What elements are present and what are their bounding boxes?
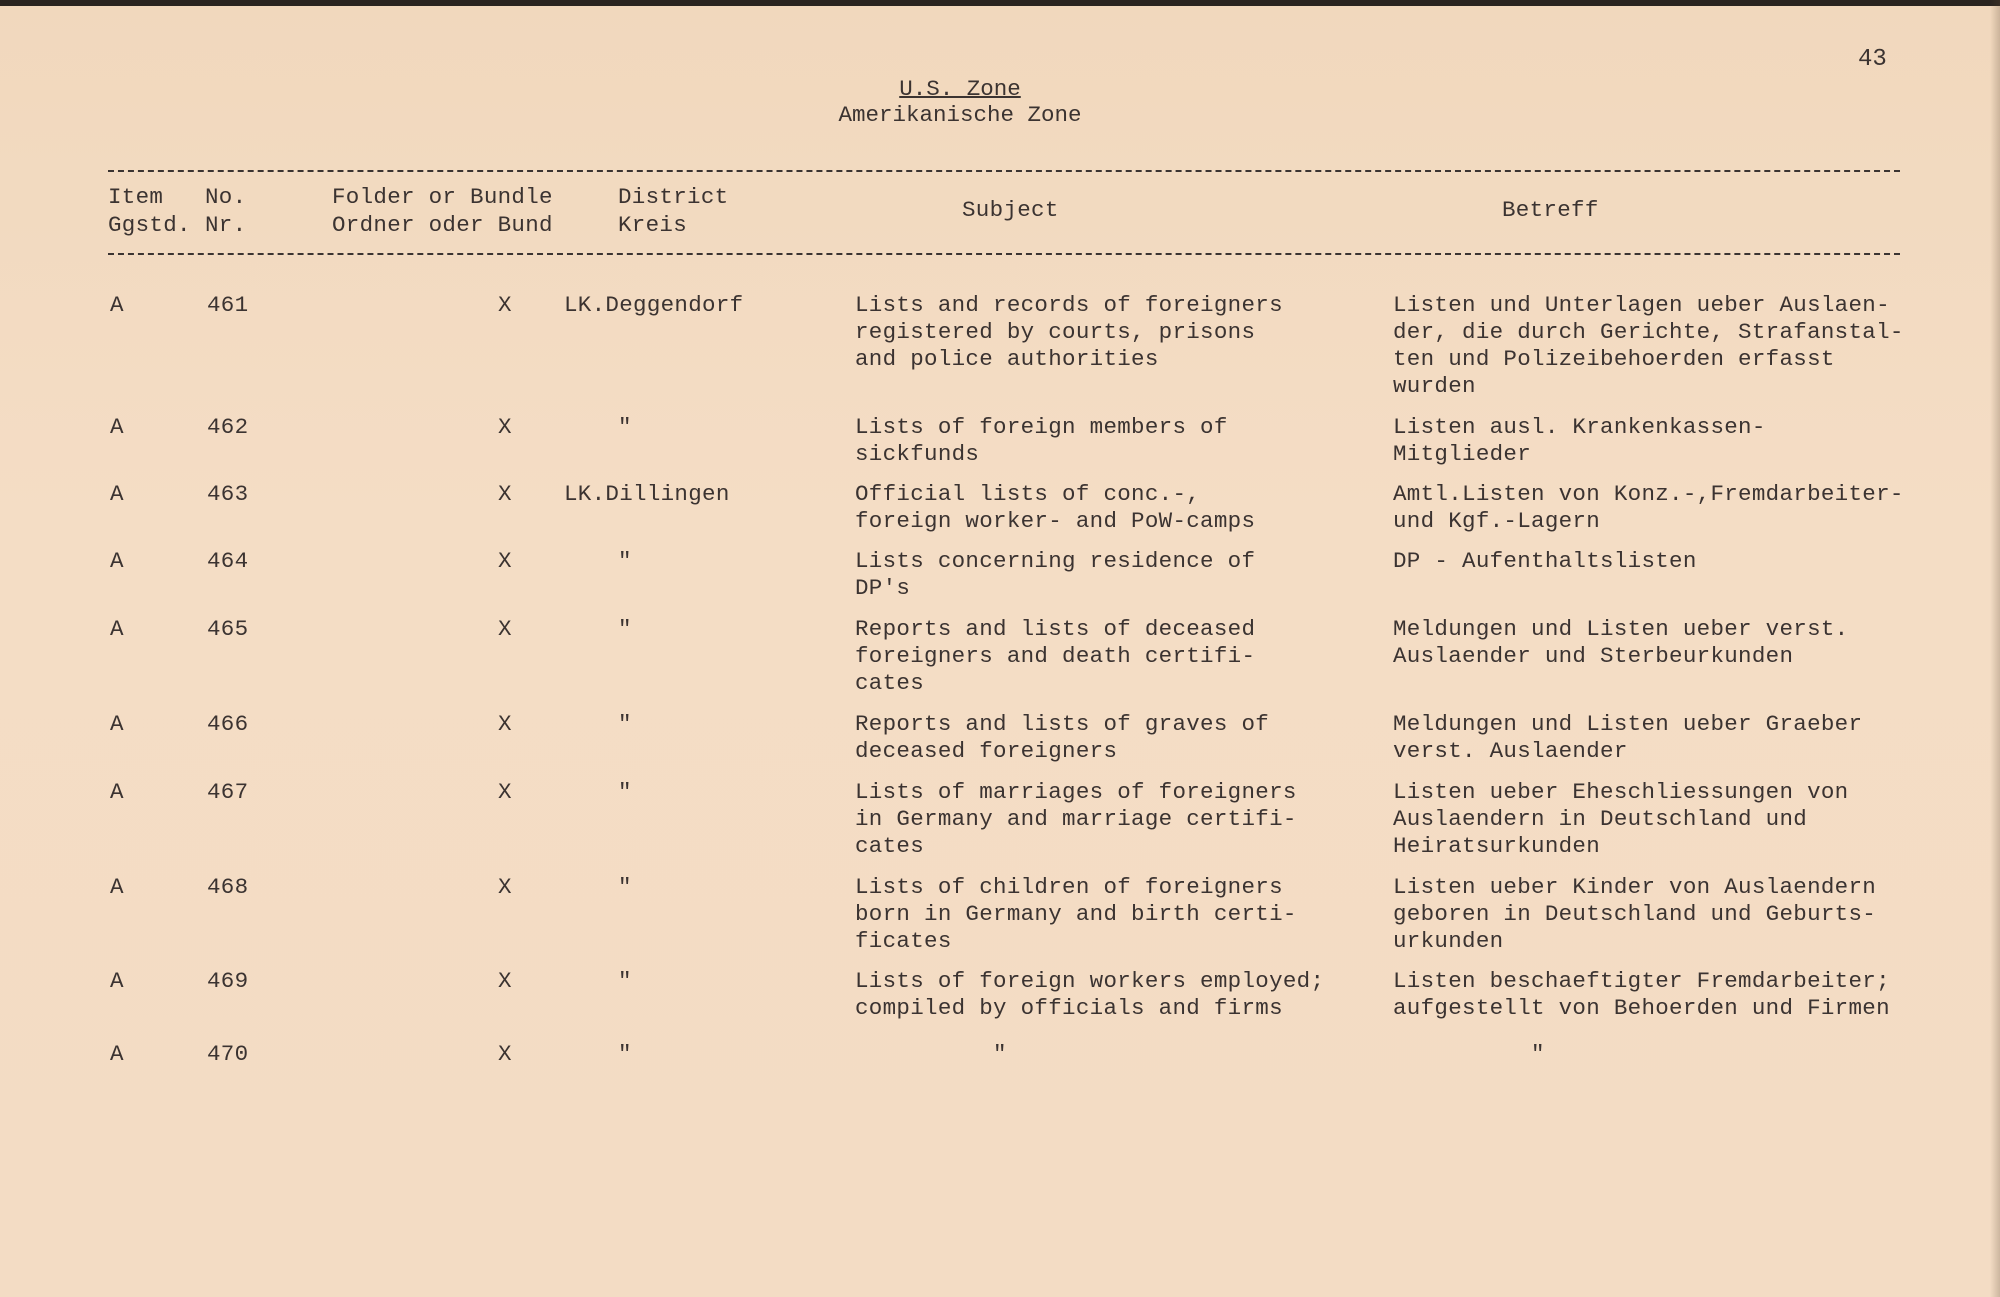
cell-betreff-line: urkunden bbox=[1393, 928, 1504, 954]
cell-subject-line: Lists of children of foreigners bbox=[855, 874, 1283, 900]
cell-betreff-line: Heiratsurkunden bbox=[1393, 833, 1601, 859]
header-no-en: No. bbox=[205, 184, 247, 210]
cell-district: LK.Deggendorf bbox=[564, 292, 744, 318]
scan-top-edge bbox=[0, 0, 2000, 6]
header-district-de: Kreis bbox=[618, 212, 688, 238]
cell-betreff-line: Listen ueber Eheschliessungen von bbox=[1393, 779, 1849, 805]
cell-item: A bbox=[110, 1041, 124, 1067]
cell-betreff-line: und Kgf.-Lagern bbox=[1393, 508, 1601, 534]
cell-number: 468 bbox=[207, 874, 249, 900]
cell-folder-mark: X bbox=[498, 968, 512, 994]
cell-folder-mark: X bbox=[498, 616, 512, 642]
cell-betreff-line: Amtl.Listen von Konz.-,Fremdarbeiter- bbox=[1393, 481, 1904, 507]
header-folder-de: Ordner oder Bund bbox=[332, 212, 553, 238]
cell-betreff-line: DP - Aufenthaltslisten bbox=[1393, 548, 1697, 574]
cell-subject-line: Lists of marriages of foreigners bbox=[855, 779, 1297, 805]
cell-item: A bbox=[110, 548, 124, 574]
cell-district: " bbox=[618, 874, 632, 900]
cell-betreff-line: der, die durch Gerichte, Strafanstal- bbox=[1393, 319, 1904, 345]
cell-subject-line: cates bbox=[855, 833, 925, 859]
cell-subject-line: compiled by officials and firms bbox=[855, 995, 1283, 1021]
page-subtitle: Amerikanische Zone bbox=[838, 102, 1082, 128]
cell-item: A bbox=[110, 292, 124, 318]
cell-item: A bbox=[110, 616, 124, 642]
header-divider-bottom bbox=[108, 253, 1900, 255]
cell-number: 467 bbox=[207, 779, 249, 805]
page-title: U.S. Zone bbox=[899, 76, 1021, 102]
cell-betreff-line: Meldungen und Listen ueber verst. bbox=[1393, 616, 1849, 642]
cell-number: 462 bbox=[207, 414, 249, 440]
cell-betreff-line: " bbox=[1393, 1041, 1545, 1067]
header-item-en: Item bbox=[108, 184, 164, 210]
cell-subject-line: Lists of foreign workers employed; bbox=[855, 968, 1325, 994]
cell-subject-line: Reports and lists of graves of bbox=[855, 711, 1270, 737]
cell-subject-line: Official lists of conc.-, bbox=[855, 481, 1201, 507]
header-folder-en: Folder or Bundle bbox=[332, 184, 553, 210]
cell-district: " bbox=[618, 711, 632, 737]
page-number: 43 bbox=[1858, 46, 1887, 73]
cell-folder-mark: X bbox=[498, 481, 512, 507]
header-betreff: Betreff bbox=[1502, 197, 1599, 223]
cell-betreff-line: Listen und Unterlagen ueber Auslaen- bbox=[1393, 292, 1890, 318]
header-district-en: District bbox=[618, 184, 729, 210]
cell-number: 469 bbox=[207, 968, 249, 994]
cell-betreff-line: aufgestellt von Behoerden und Firmen bbox=[1393, 995, 1890, 1021]
cell-betreff-line: Meldungen und Listen ueber Graeber bbox=[1393, 711, 1863, 737]
cell-district: LK.Dillingen bbox=[564, 481, 730, 507]
cell-subject-line: in Germany and marriage certifi- bbox=[855, 806, 1297, 832]
header-divider-top bbox=[108, 170, 1900, 172]
cell-item: A bbox=[110, 968, 124, 994]
cell-subject-line: cates bbox=[855, 670, 925, 696]
header-no-de: Nr. bbox=[205, 212, 247, 238]
cell-district: " bbox=[618, 414, 632, 440]
cell-subject-line: Lists of foreign members of bbox=[855, 414, 1228, 440]
cell-subject-line: " bbox=[855, 1041, 1007, 1067]
cell-district: " bbox=[618, 548, 632, 574]
cell-subject-line: deceased foreigners bbox=[855, 738, 1118, 764]
cell-betreff-line: verst. Auslaender bbox=[1393, 738, 1628, 764]
cell-district: " bbox=[618, 779, 632, 805]
cell-number: 463 bbox=[207, 481, 249, 507]
cell-betreff-line: Auslaendern in Deutschland und bbox=[1393, 806, 1808, 832]
cell-folder-mark: X bbox=[498, 874, 512, 900]
cell-folder-mark: X bbox=[498, 414, 512, 440]
cell-subject-line: foreigners and death certifi- bbox=[855, 643, 1256, 669]
cell-number: 466 bbox=[207, 711, 249, 737]
cell-item: A bbox=[110, 779, 124, 805]
cell-folder-mark: X bbox=[498, 292, 512, 318]
cell-subject-line: registered by courts, prisons bbox=[855, 319, 1256, 345]
cell-district: " bbox=[618, 1041, 632, 1067]
scan-right-edge bbox=[1990, 0, 2000, 1297]
cell-number: 470 bbox=[207, 1041, 249, 1067]
cell-number: 461 bbox=[207, 292, 249, 318]
cell-betreff-line: Listen beschaeftigter Fremdarbeiter; bbox=[1393, 968, 1890, 994]
cell-subject-line: sickfunds bbox=[855, 441, 980, 467]
cell-subject-line: Lists and records of foreigners bbox=[855, 292, 1283, 318]
cell-item: A bbox=[110, 711, 124, 737]
cell-betreff-line: Mitglieder bbox=[1393, 441, 1532, 467]
cell-folder-mark: X bbox=[498, 548, 512, 574]
cell-item: A bbox=[110, 874, 124, 900]
cell-district: " bbox=[618, 616, 632, 642]
cell-subject-line: Reports and lists of deceased bbox=[855, 616, 1256, 642]
cell-item: A bbox=[110, 481, 124, 507]
cell-district: " bbox=[618, 968, 632, 994]
cell-betreff-line: geboren in Deutschland und Geburts- bbox=[1393, 901, 1877, 927]
cell-subject-line: DP's bbox=[855, 575, 911, 601]
cell-folder-mark: X bbox=[498, 1041, 512, 1067]
cell-subject-line: foreign worker- and PoW-camps bbox=[855, 508, 1256, 534]
cell-number: 464 bbox=[207, 548, 249, 574]
cell-folder-mark: X bbox=[498, 711, 512, 737]
cell-subject-line: and police authorities bbox=[855, 346, 1159, 372]
cell-number: 465 bbox=[207, 616, 249, 642]
cell-betreff-line: ten und Polizeibehoerden erfasst bbox=[1393, 346, 1835, 372]
header-item-de: Ggstd. bbox=[108, 212, 191, 238]
cell-betreff-line: Auslaender und Sterbeurkunden bbox=[1393, 643, 1794, 669]
cell-betreff-line: Listen ausl. Krankenkassen- bbox=[1393, 414, 1766, 440]
cell-folder-mark: X bbox=[498, 779, 512, 805]
cell-subject-line: Lists concerning residence of bbox=[855, 548, 1256, 574]
cell-item: A bbox=[110, 414, 124, 440]
header-subject: Subject bbox=[962, 197, 1059, 223]
cell-betreff-line: Listen ueber Kinder von Auslaendern bbox=[1393, 874, 1877, 900]
cell-subject-line: born in Germany and birth certi- bbox=[855, 901, 1297, 927]
cell-betreff-line: wurden bbox=[1393, 373, 1476, 399]
cell-subject-line: ficates bbox=[855, 928, 952, 954]
